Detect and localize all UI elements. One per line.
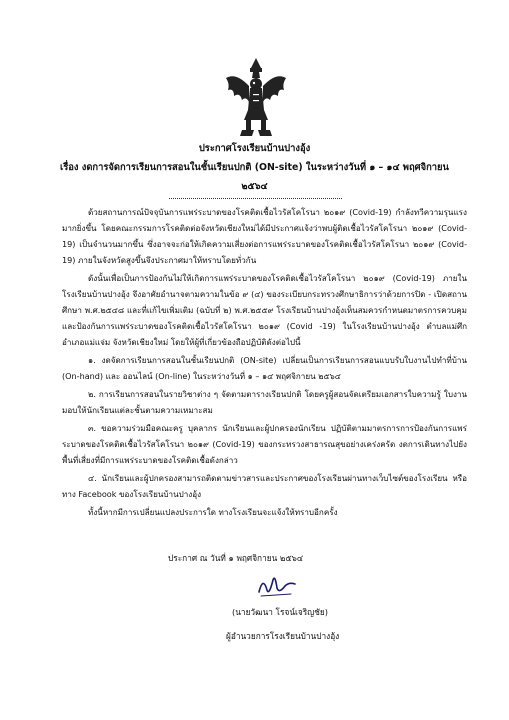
announcement-date: ประกาศ ณ วันที่ ๑ พฤศจิกายน ๒๕๖๔ [168, 553, 304, 563]
signer-position: ผู้อำนวยการโรงเรียนบ้านปางอุ้ง [226, 631, 340, 641]
measure-item-3: ๓. ขอความร่วมมือคณะครู บุคลากร นักเรียนและผู้ปกครองนักเรียน ปฏิบัติตามมาตรการการป้องกันการแพร่ระบาดของโรคติดเชื้อไวรัสโคโรนา ๒๐๑๙ (Covid-19) ของกระทรวงสาธารณสุขอย่างเคร่งครัด งดการเดินทางไปยังพื้นที่เสี่ยงที่มีการแพร่ระบาดของโรคติดเชื้อดังกล่าว [62, 423, 467, 465]
garuda-emblem-icon [224, 58, 288, 136]
paragraph-authority: ดังนั้นเพื่อเป็นการป้องกันไม่ให้เกิดการแพร่ระบาดของโรคติดเชื้อไวรัสโคโรนา ๒๐๑๙ (Covid-19) ภายในโรงเรียนบ้านปางอุ้ง จึงอาศัยอำนาจตามความในข้อ ๙ (๔) ของระเบียบกระทรวงศึกษาธิการว่าด้วยการปิด - เปิดสถานศึกษา พ.ศ.๒๕๔๘ และที่แก้ไขเพิ่มเติม (ฉบับที่ ๒) พ.ศ.๒๕๕๙ โรงเรียนบ้านปางอุ้งเห็นสมควรกำหนดมาตรการควบคุมและป้องกันการแพร่ระบาดของโรคติดเชื้อไวรัสโคโรนา ๒๐๑๙ (Covid -19) ในโรงเรียนบ้านปางอุ้ง ตำบลแม่ศึก อำเภอแม่แจ่ม จังหวัดเชียงใหม่ โดยให้ผู้ที่เกี่ยวข้องถือปฏิบัติดังต่อไปนี้ [62, 273, 467, 347]
announcement-heading [30, 139, 479, 196]
measure-item-2: ๒. การเรียนการสอนในรายวิชาต่าง ๆ จัดตามตารางเรียนปกติ โดยครูผู้สอนจัดเตรียมเอกสารใบความรู้ ใบงาน มอบให้นักเรียนแต่ละชั้นตามความเหมาะสม [62, 389, 467, 415]
measure-item-1: ๑. งดจัดการเรียนการสอนในชั้นเรียนปกติ (ON-site) เปลี่ยนเป็นการเรียนการสอนแบบรับใบงานไปทำที่บ้าน (On-hand) และ ออนไลน์ (On-line) ในระหว่างวันที่ ๑ – ๑๔ พฤศจิกายน ๒๕๖๔ [62, 355, 467, 381]
signer-name: (นายวัฒนา โรจน์เจริญชัย) [232, 607, 328, 617]
announcement-year: ๒๕๖๔ [241, 181, 268, 192]
signature-mark [255, 572, 297, 600]
heading-divider [169, 198, 342, 199]
measure-item-4: ๔. นักเรียนและผู้ปกครองสามารถติดตามข่าวสารและประกาศของโรงเรียนผ่านทางเว็บไซต์ของโรงเรียน หรือทาง Facebook ของโรงเรียนบ้านปางอุ้ง [62, 473, 467, 499]
paragraph-closing: ทั้งนี้หากมีการเปลี่ยนแปลงประการใด ทางโรงเรียนจะแจ้งให้ทราบอีกครั้ง [88, 507, 338, 517]
announcement-subject: เรื่อง งดการจัดการเรียนการสอนในชั้นเรียนปกติ (ON-site) ในระหว่างวันที่ ๑ – ๑๔ พฤศจิกายน [60, 162, 449, 173]
announcement-body [62, 204, 467, 522]
announcement-title: ประกาศโรงเรียนบ้านปางอุ้ง [198, 143, 311, 154]
paragraph-situation: ด้วยสถานการณ์ปัจจุบันการแพร่ระบาดของโรคติดเชื้อไวรัสโคโรนา ๒๐๑๙ (Covid-19) กำลังทวีความรุนแรงมากยิ่งขึ้น โดยคณะกรรมการโรคติดต่อจังหวัดเชียงใหม่ได้มีประกาศแจ้งว่าพบผู้ติดเชื้อไวรัสโคโรนา ๒๐๑๙ (Covid-19) เป็นจำนวนมากขึ้น ซึ่งอาจจะก่อให้เกิดความเสี่ยงต่อการแพร่ระบาดของโรคติดเชื้อไวรัสโคโรนา ๒๐๑๙ (Covid-19) ภายในจังหวัดสูงขึ้นจึงประกาศมาให้ทราบโดยทั่วกัน [62, 207, 467, 265]
